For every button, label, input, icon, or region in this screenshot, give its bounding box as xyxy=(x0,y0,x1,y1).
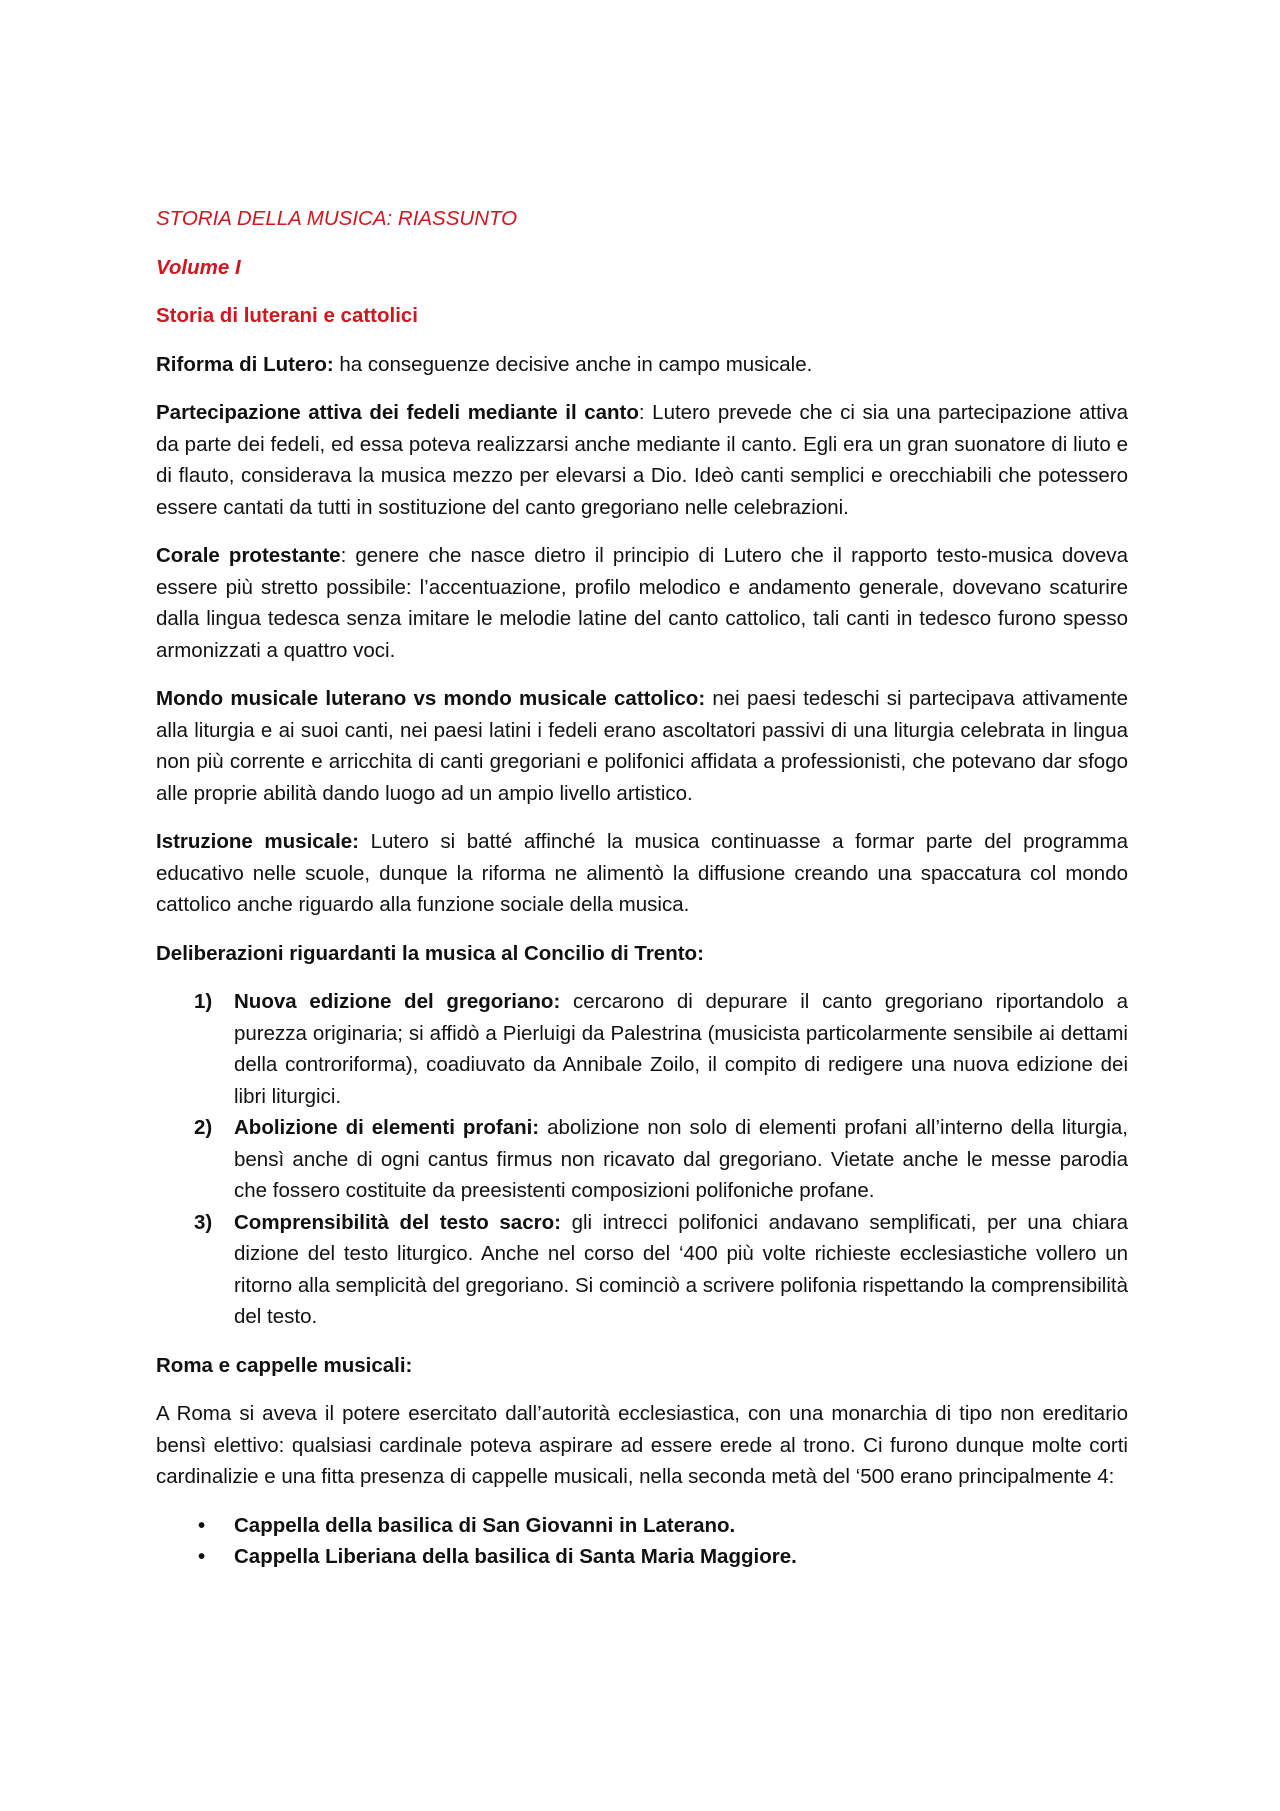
paragraph-text: : genere che nasce dietro il principio di Lutero che il rapporto testo-musica doveva essere più stretto possibile: l’accentuazione, profilo melodico e andamento generale, dovevano scaturire dalla lingua tedesca senza imitare le melodie latine del canto cattolico, tali canti in tedesco furono spesso armonizzati a quattro voci. xyxy=(156,544,1128,662)
paragraph-mondo-musicale xyxy=(156,683,1128,809)
paragraph-term: Mondo musicale luterano vs mondo musicale cattolico: xyxy=(156,687,706,710)
list-item xyxy=(156,1207,1128,1333)
roma-heading xyxy=(156,1350,1128,1382)
paragraph-text: : Lutero prevede che ci sia una partecipazione attiva da parte dei fedeli, ed essa poteva realizzarsi anche mediante il canto. Egli era un gran suonatore di liuto e di flauto, considerava la musica mezzo per elevarsi a Dio. Ideò canti semplici e orecchiabili che potessero essere cantati da tutti in sostituzione del canto gregoriano nelle celebrazioni. xyxy=(156,401,1128,519)
bullet-icon: • xyxy=(198,1545,206,1568)
paragraph-term: Partecipazione attiva dei fedeli mediante il canto xyxy=(156,401,639,424)
list-item-text: cercarono di depurare il canto gregoriano riportandolo a purezza originaria; si affidò a Pierluigi da Palestrina (musicista particolarmente sensibile ai dettami della controriforma), coadiuvato da Annibale Zoilo, il compito di redigere una nuova edizione dei libri liturgici. xyxy=(234,990,1128,1108)
paragraph-partecipazione xyxy=(156,397,1128,523)
list-item-term: Nuova edizione del gregoriano: xyxy=(234,990,561,1013)
list-item-text: abolizione non solo di elementi profani all’interno della liturgia, bensì anche di ogni cantus firmus non ricavato dal gregoriano. Vietate anche le messe parodia che fossero costituite da preesistenti composizioni polifoniche profane. xyxy=(234,1116,1128,1202)
paragraph-istruzione xyxy=(156,826,1128,921)
trento-heading-text: Deliberazioni riguardanti la musica al Concilio di Trento: xyxy=(156,941,704,965)
paragraph-term: Corale protestante xyxy=(156,544,341,567)
paragraph-corale xyxy=(156,540,1128,666)
list-item xyxy=(156,986,1128,1112)
paragraph-roma: A Roma si aveva il potere esercitato dall’autorità ecclesiastica, con una monarchia di tipo non ereditario bensì elettivo: qualsiasi cardinale poteva aspirare ad essere erede al trono. Ci furono dunque molte corti cardinalizie e una fitta presenza di cappelle musicali, nella seconda metà del ‘500 erano principalmente 4: xyxy=(156,1402,1128,1488)
list-item-term: Comprensibilità del testo sacro: xyxy=(234,1210,561,1234)
document-page xyxy=(156,203,1128,1573)
paragraph-text: ha conseguenze decisive anche in campo musicale. xyxy=(333,352,813,376)
document-title: STORIA DELLA MUSICA: RIASSUNTO xyxy=(156,207,518,230)
paragraph-text: Lutero si batté affinché la musica continuasse a formar parte del programma educativo nelle scuole, dunque la riforma ne alimentò la diffusione creando una spaccatura col mondo cattolico anche riguardo alla funzione sociale della musica. xyxy=(156,830,1128,916)
paragraph-riforma xyxy=(156,349,1128,381)
list-item-text: Cappella Liberiana della basilica di Santa Maria Maggiore. xyxy=(234,1545,797,1568)
cappelle-list xyxy=(156,1510,1128,1573)
paragraph-term: Istruzione musicale: xyxy=(156,830,359,853)
paragraph-term: Riforma di Lutero: xyxy=(156,352,334,376)
bullet-icon: • xyxy=(198,1513,206,1537)
paragraph-text: nei paesi tedeschi si partecipava attivamente alla liturgia e ai suoi canti, nei paesi latini i fedeli erano ascoltatori passivi di una liturgia celebrata in lingua non più corrente e arricchita di canti gregoriani e polifonici affidata a professionisti, che potevano dar sfogo alle proprie abilità dando luogo ad un ampio livello artistico. xyxy=(156,687,1128,805)
list-item-term: Abolizione di elementi profani: xyxy=(234,1116,540,1139)
roma-heading-text: Roma e cappelle musicali: xyxy=(156,1353,413,1377)
list-item xyxy=(156,1541,1128,1573)
list-item-text: Cappella della basilica di San Giovanni in Laterano. xyxy=(234,1513,736,1537)
list-number: 2) xyxy=(194,1116,213,1139)
volume-label: Volume I xyxy=(156,255,241,279)
list-number: 1) xyxy=(194,990,213,1013)
list-item xyxy=(156,1112,1128,1207)
list-number: 3) xyxy=(194,1210,213,1234)
trento-heading xyxy=(156,938,1128,970)
trento-list xyxy=(156,986,1128,1333)
list-item-text: gli intrecci polifonici andavano semplificati, per una chiara dizione del testo liturgico. Anche nel corso del ‘400 più volte richieste ecclesiastiche vollero un ritorno alla semplicità del gregoriano. Si cominciò a scrivere polifonia rispettando la comprensibilità del testo. xyxy=(234,1210,1128,1328)
section-heading: Storia di luterani e cattolici xyxy=(156,304,419,327)
list-item xyxy=(156,1510,1128,1542)
